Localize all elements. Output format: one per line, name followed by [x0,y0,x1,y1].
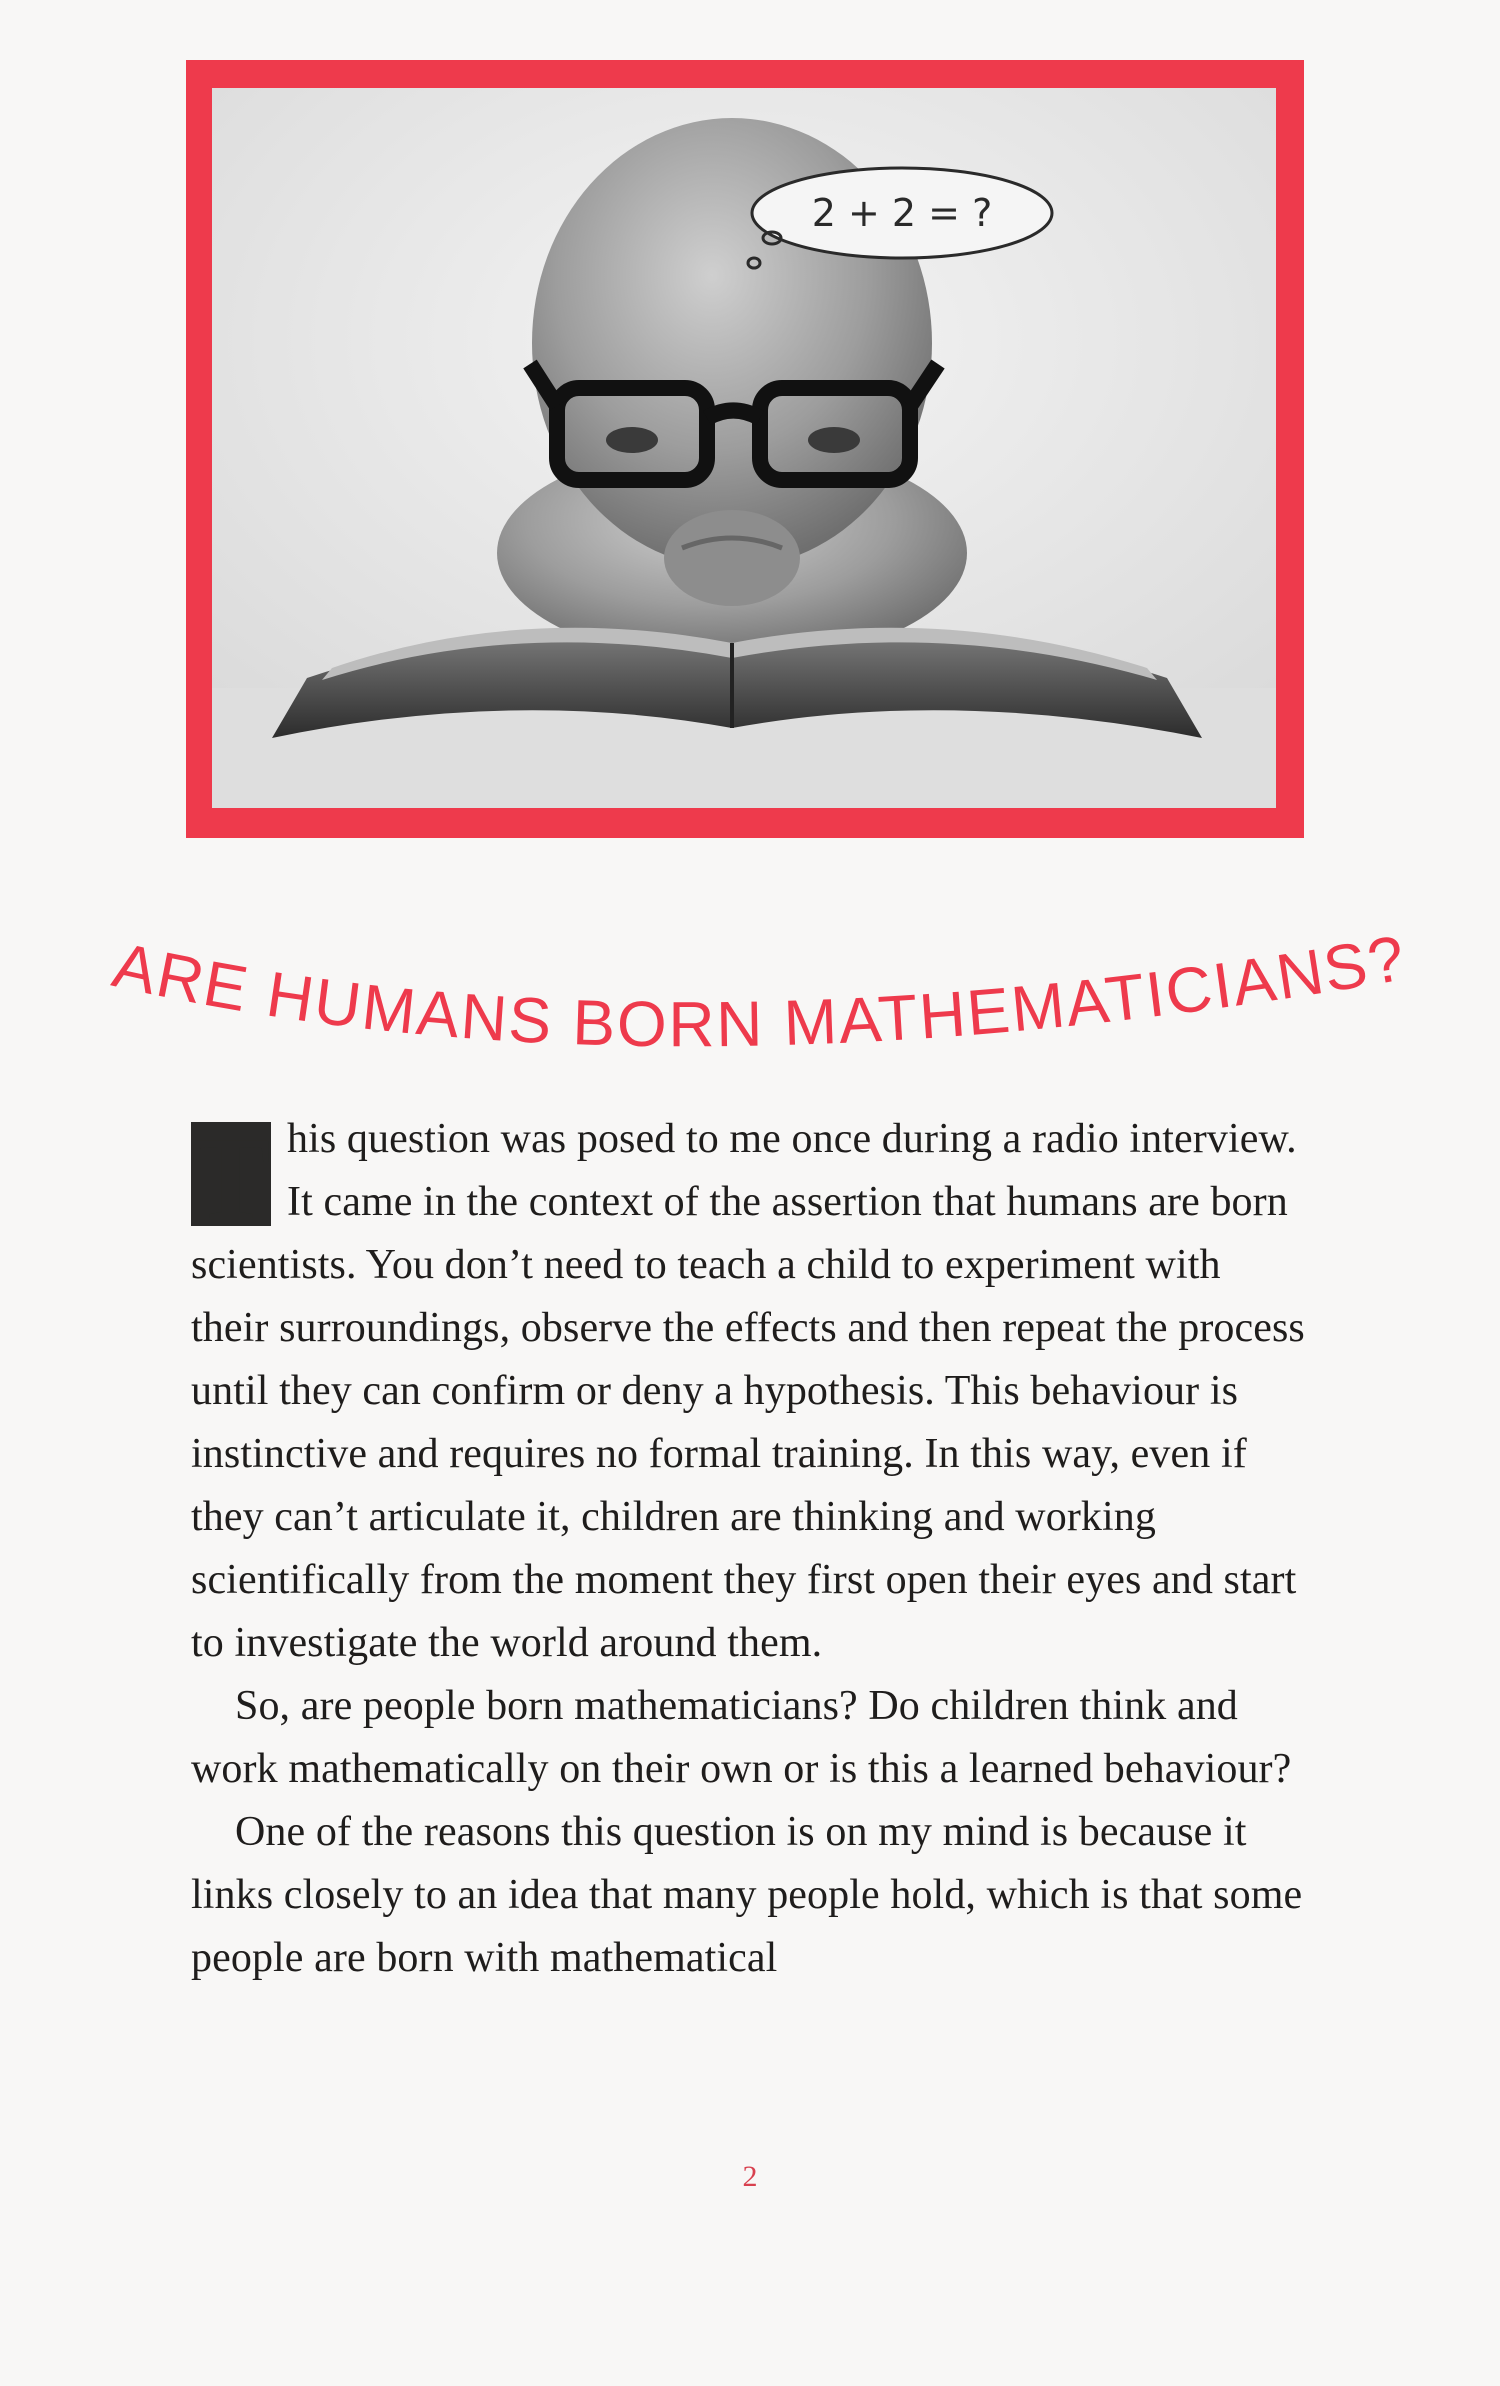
paragraph-2: So, are people born mathematicians? Do children think and work mathematically on their own or is this a learned behaviour? [191,1683,1292,1792]
page-number: 2 [742,2160,758,2193]
paragraph-1-text: his question was posed to me once during a radio interview. It came in the context of the assertion that humans are born scientists. You don’t need to teach a child to experiment with their surroundings, observe the effects and then repeat the process until they can confirm or deny a hypothesis. This behaviour is instinctive and requires no formal training. In this way, even if they can’t articulate it, children are thinking and working scientifically from the moment they first open their eyes and start to investigate the world around them. [191,1116,1305,1666]
svg-text:T: T [191,1122,271,1226]
body-text [191,1108,1306,1990]
chapter-heading [90,880,1420,1080]
thought-bubble-text: 2 + 2 = ? [811,191,993,235]
paragraph-1 [191,1108,1306,1675]
paragraph-3: One of the reasons this question is on my mind is because it links closely to an idea that many people hold, which is that some people are born with mathematical [191,1809,1303,1981]
drop-cap [191,1122,271,1226]
heading-title: ARE HUMANS BORN MATHEMATICIANS? [106,921,1412,1061]
baby-with-glasses-photo [212,88,1276,808]
photo-frame [186,60,1304,838]
